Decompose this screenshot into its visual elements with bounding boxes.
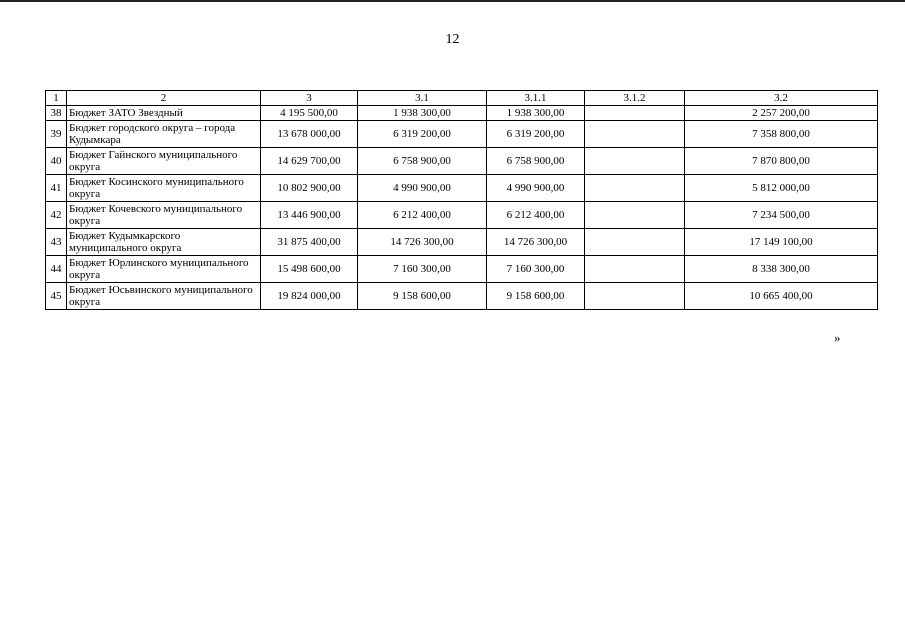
value-3-1-2 xyxy=(585,256,685,283)
value-3-2: 7 870 800,00 xyxy=(685,148,878,175)
budget-name: Бюджет ЗАТО Звездный xyxy=(67,106,261,121)
value-3-2: 17 149 100,00 xyxy=(685,229,878,256)
value-3-2: 8 338 300,00 xyxy=(685,256,878,283)
row-number: 40 xyxy=(46,148,67,175)
header-col-3-1-2: 3.1.2 xyxy=(585,91,685,106)
table-row xyxy=(46,202,878,229)
budget-name: Бюджет Кочевского муниципального округа xyxy=(67,202,261,229)
table-row xyxy=(46,121,878,148)
value-3-2: 7 234 500,00 xyxy=(685,202,878,229)
top-border-line xyxy=(0,0,905,2)
page-number: 12 xyxy=(445,32,460,47)
row-number: 42 xyxy=(46,202,67,229)
header-col-3-2: 3.2 xyxy=(685,91,878,106)
budget-name: Бюджет Гайнского муниципального округа xyxy=(67,148,261,175)
value-3-1-1: 9 158 600,00 xyxy=(487,283,585,310)
value-3-1: 4 990 900,00 xyxy=(358,175,487,202)
value-3-1-1: 7 160 300,00 xyxy=(487,256,585,283)
table-row xyxy=(46,283,878,310)
value-3-1-2 xyxy=(585,121,685,148)
value-3-1-2 xyxy=(585,202,685,229)
row-number: 43 xyxy=(46,229,67,256)
budget-name: Бюджет Кудымкарского муниципального округа xyxy=(67,229,261,256)
total-value: 13 446 900,00 xyxy=(261,202,358,229)
value-3-1-1: 6 758 900,00 xyxy=(487,148,585,175)
value-3-1: 1 938 300,00 xyxy=(358,106,487,121)
row-number: 39 xyxy=(46,121,67,148)
table-row xyxy=(46,106,878,121)
row-number: 38 xyxy=(46,106,67,121)
total-value: 14 629 700,00 xyxy=(261,148,358,175)
total-value: 4 195 500,00 xyxy=(261,106,358,121)
value-3-1-1: 6 319 200,00 xyxy=(487,121,585,148)
total-value: 10 802 900,00 xyxy=(261,175,358,202)
table-row xyxy=(46,148,878,175)
value-3-1: 7 160 300,00 xyxy=(358,256,487,283)
value-3-2: 2 257 200,00 xyxy=(685,106,878,121)
value-3-1-1: 4 990 900,00 xyxy=(487,175,585,202)
closing-quote-mark: » xyxy=(834,330,841,345)
value-3-1-2 xyxy=(585,283,685,310)
value-3-1: 9 158 600,00 xyxy=(358,283,487,310)
total-value: 19 824 000,00 xyxy=(261,283,358,310)
value-3-1-2 xyxy=(585,175,685,202)
table-row xyxy=(46,256,878,283)
total-value: 15 498 600,00 xyxy=(261,256,358,283)
row-number: 45 xyxy=(46,283,67,310)
value-3-1-2 xyxy=(585,106,685,121)
total-value: 31 875 400,00 xyxy=(261,229,358,256)
value-3-1: 14 726 300,00 xyxy=(358,229,487,256)
value-3-1: 6 212 400,00 xyxy=(358,202,487,229)
value-3-2: 10 665 400,00 xyxy=(685,283,878,310)
value-3-1-1: 1 938 300,00 xyxy=(487,106,585,121)
header-col-3-1-1: 3.1.1 xyxy=(487,91,585,106)
value-3-1: 6 758 900,00 xyxy=(358,148,487,175)
budget-name: Бюджет городского округа – города Кудымкара xyxy=(67,121,261,148)
budget-name: Бюджет Юрлинского муниципального округа xyxy=(67,256,261,283)
budget-name: Бюджет Юсьвинского муниципального округа xyxy=(67,283,261,310)
value-3-1-1: 14 726 300,00 xyxy=(487,229,585,256)
total-value: 13 678 000,00 xyxy=(261,121,358,148)
budget-name: Бюджет Косинского муниципального округа xyxy=(67,175,261,202)
header-col-2: 2 xyxy=(67,91,261,106)
header-col-3-1: 3.1 xyxy=(358,91,487,106)
value-3-1-2 xyxy=(585,229,685,256)
value-3-1: 6 319 200,00 xyxy=(358,121,487,148)
table-row xyxy=(46,229,878,256)
row-number: 44 xyxy=(46,256,67,283)
header-col-1: 1 xyxy=(46,91,67,106)
budget-table xyxy=(45,90,878,310)
value-3-1-1: 6 212 400,00 xyxy=(487,202,585,229)
header-row xyxy=(46,91,878,106)
table-row xyxy=(46,175,878,202)
value-3-2: 7 358 800,00 xyxy=(685,121,878,148)
header-col-3: 3 xyxy=(261,91,358,106)
value-3-2: 5 812 000,00 xyxy=(685,175,878,202)
value-3-1-2 xyxy=(585,148,685,175)
row-number: 41 xyxy=(46,175,67,202)
